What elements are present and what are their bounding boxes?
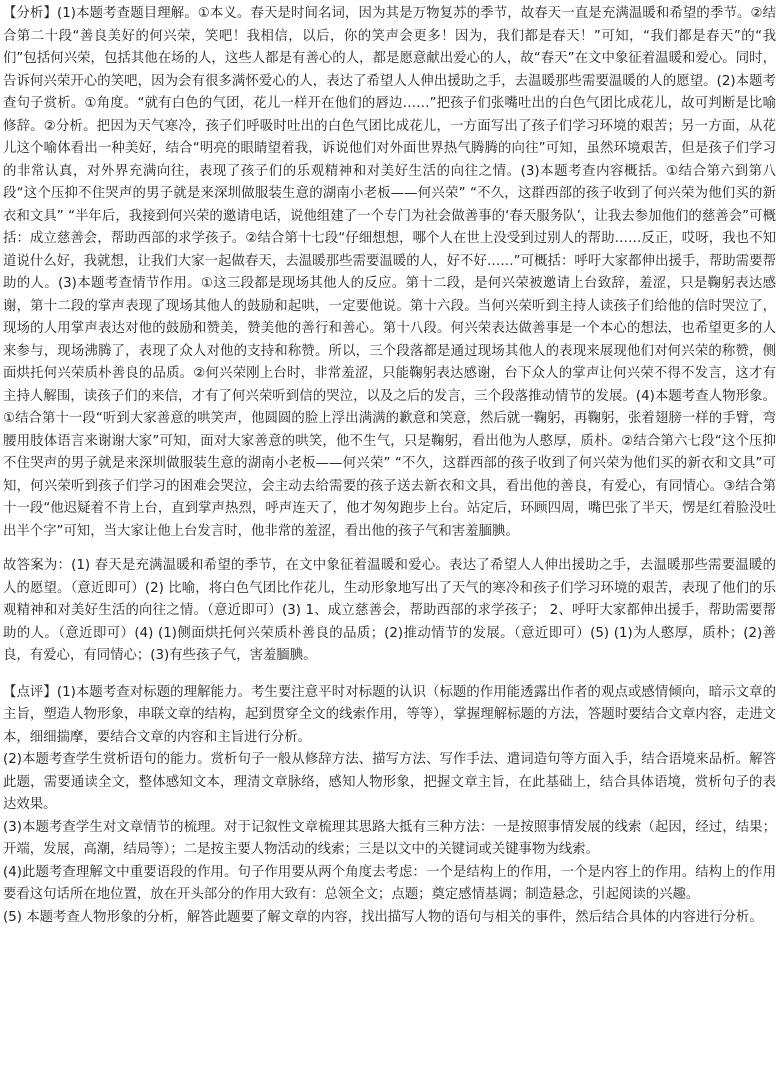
answer-paragraph: 故答案为：(1) 春天是充满温暖和希望的季节，在文中象征着温暖和爱心。表达了希望人人伸出援助之手，去温暖那些需要温暖的人的愿望。（意近即可）(2) 比喻，将白色气团比作花儿，生动形象地写出了天气的寒冷和孩子们学习环境的艰苦，表现了他们的乐观精神和对美好生活的向往之情。（意近即可）(3) 1、成立慈善会，帮助西部的求学孩子； 2、呼吁大家都伸出援手，帮助需要帮助的人。（意近即可）(4) (1)侧面烘托何兴荣质朴善良的品质；(2)推动情节的发展。（意近即可）(5) (1)为人憨厚，质朴；(2)善良，有爱心，有同情心；(3)有些孩子气，害羞腼腆。 (3, 558, 776, 663)
comment-paragraph-2: (2)本题考查学生赏析语句的能力。赏析句子一般从修辞方法、描写方法、写作手法、遣词造句等方面入手，结合语境来品析。解答此题，需要通读全文，整体感知文本，理清文章脉络，感知人物形象，把握文章主旨，在此基础上，结合具体语境，赏析句子的表达效果。 (3, 752, 776, 812)
comment-paragraph-3: (3)本题考查学生对文章情节的梳理。对于记叙性文章梳理其思路大抵有三种方法：一是按照事情发展的线索（起因，经过，结果；开端，发展，高潮，结局等）；二是按主要人物活动的线索；三是以文中的关键词或关键事物为线索。 (3, 819, 776, 857)
comment-paragraph-1: 【点评】(1)本题考查对标题的理解能力。考生要注意平时对标题的认识（标题的作用能透露出作者的观点或感情倾向，暗示文章的主旨，塑造人物形象，串联文章的结构，起到贯穿全文的线索作用，等等），掌握理解标题的方法，答题时要结合文章内容，走进文本，细细揣摩，要结合文章的内容和主旨进行分析。 (3, 684, 776, 745)
analysis-paragraph: 【分析】(1)本题考查题目理解。①本义。春天是时间名词，因为其是万物复苏的季节，故春天一直是充满温暖和希望的季节。②结合第二十段“善良美好的何兴荣，笑吧！我相信，以后，你的笑声会更多！因为，我们都是春天！”可知，“我们都是春天”的“我们”包括何兴荣，包括其他在场的人，这些人都是有善心的人，都是愿意献出爱心的人，故“春天”在文中象征着温暖和爱心。同时，告诉何兴荣开心的笑吧，因为会有很多满怀爱心的人，表达了希望人人伸出援助之手，去温暖那些需要温暖的人的愿望。(2)本题考查句子赏析。①角度。“就有白色的气团，花儿一样开在他们的唇边……”把孩子们张嘴吐出的白色气团比成花儿，故可判断是比喻修辞。②分析。把因为天气寒冷，孩子们呼吸时吐出的白色气团比成花儿，一方面写出了孩子们学习环境的艰苦；另一方面，从花儿这个喻体看出一种美好，结合“明亮的眼睛望着我，诉说他们对外面世界热气腾腾的向往”可知，虽然环境艰苦，但是孩子们学习的非常认真，对外界充满向往，表现了孩子们的乐观精神和对美好生活的向往之情。(3)本题考查内容概括。①结合第六到第八段“这个压抑不住哭声的男子就是来深圳做服装生意的湖南小老板——何兴荣” “不久，这群西部的孩子收到了何兴荣为他们买的新衣和文具” “半年后，我接到何兴荣的邀请电话，说他组建了一个专门为社会做善事的‘春天服务队’，让我去参加他们的慈善会”可概括：成立慈善会，帮助西部的求学孩子。②结合第十七段“仔细想想，哪个人在世上没受到过别人的帮助……反正，哎呀，我也不知道说什么好，我就想，让我们大家一起做春天，去温暖那些需要温暖的人，好不好……”可概括：呼吁大家都伸出援手，帮助需要帮助的人。(3)本题考查情节作用。①这三段都是现场其他人的反应。第十二段，是何兴荣被邀请上台致辞，羞涩，只是鞠躬表达感谢，第十二段的掌声表现了现场其他人的鼓励和起哄，一定要他说。第十六段。当何兴荣听到主持人读孩子们给他的信时哭泣了，现场的人用掌声表达对他的鼓励和赞美，赞美他的善行和善心。第十八段。何兴荣表达做善事是一个本心的想法，也希望更多的人来参与，现场沸腾了，表现了众人对他的支持和称赞。所以，三个段落都是通过现场其他人的表现来展现他们对何兴荣的称赞，侧面烘托何兴荣质朴善良的品质。②何兴荣刚上台时，非常羞涩，只能鞠躬表达感谢，台下众人的掌声让何兴荣不得不发言，这才有主持人解围，读孩子们的来信，才有了何兴荣听到信的哭泣，以及之后的发言，三个段落推动情节的发展。(4)本题考查人物形象。①结合第十一段“听到大家善意的哄笑声，他圆圆的脸上浮出满满的歉意和笑意，然后就一鞠躬，再鞠躬，张着翅膀一样的手臂，弯腰用肢体语言来谢谢大家”可知，面对大家善意的哄笑，他不生气，只是鞠躬，看出他为人憨厚，质朴。②结合第六七段“这个压抑不住哭声的男子就是来深圳做服装生意的湖南小老板——何兴荣” “不久，这群西部的孩子收到了何兴荣为他们买的新衣和文具”可知，何兴荣听到孩子们学习的困难会哭泣，会主动去给需要的孩子送去新衣和文具，看出他的善良，有爱心，有同情心。③结合第十一段“他迟疑着不肯上台，直到掌声热烈，呼声连天了，他才匆匆跑步上台。站定后，环顾四周，嘴巴张了半天，愣是红着脸没吐出半个字”可知，当大家让他上台发言时，他非常的羞涩，看出他的孩子气和害羞腼腆。 (3, 6, 776, 539)
comment-paragraph-4: (4)此题考查理解文中重要语段的作用。句子作用要从两个角度去考虑：一个是结构上的作用，一个是内容上的作用。结构上的作用要看这句话所在地位置，放在开头部分的作用大致有：总领全文；点题；奠定感情基调；制造悬念，引起阅读的兴趣。 (3, 864, 776, 902)
comment-paragraph-5: (5) 本题考查人物形象的分析，解答此题要了解文章的内容，找出描写人物的语句与相关的事件，然后结合具体的内容进行分析。 (3, 909, 763, 925)
